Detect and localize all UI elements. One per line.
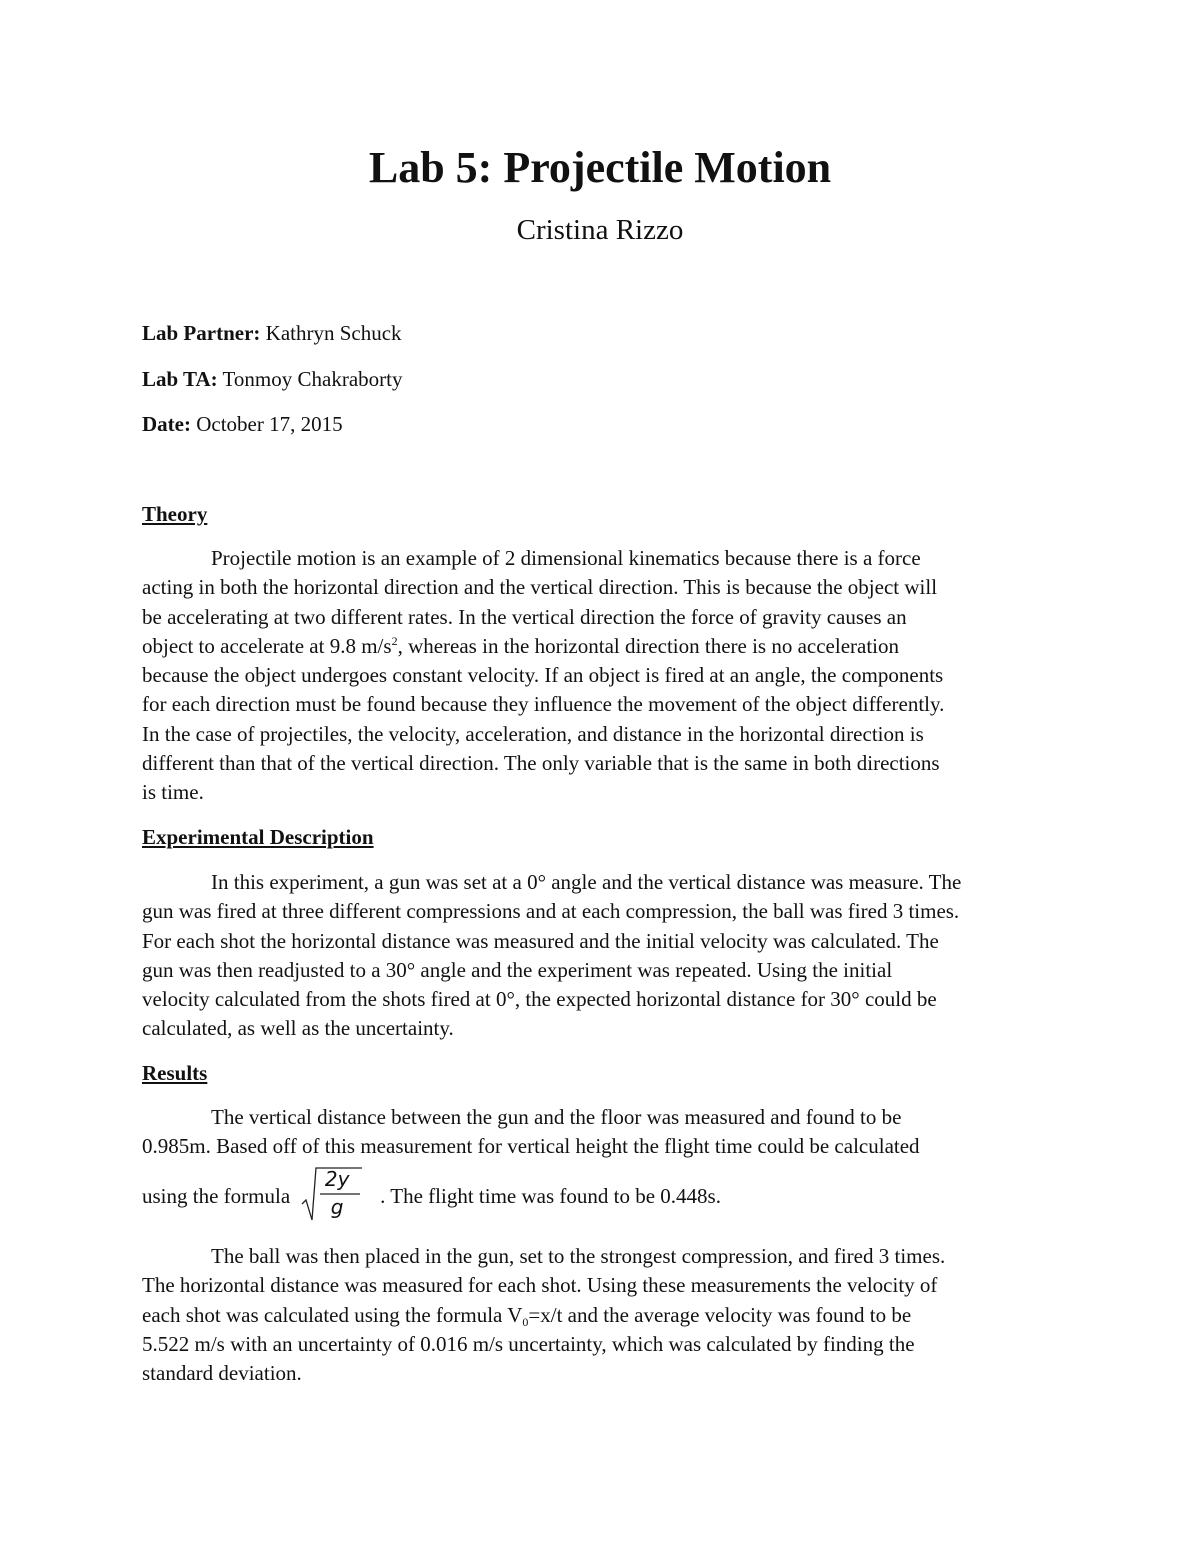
date-label: Date: xyxy=(142,412,191,436)
text-line: acting in both the horizontal direction and the vertical direction. This is because the object will xyxy=(142,575,938,600)
text-line: For each shot the horizontal distance was measured and the initial velocity was calculated. The xyxy=(142,928,939,953)
text-line: velocity calculated from the shots fired at 0°, the expected horizontal distance for 30° could be xyxy=(142,987,937,1012)
date-line xyxy=(142,409,343,439)
formula-denominator: g xyxy=(330,1194,344,1219)
text-line: calculated, as well as the uncertainty. xyxy=(142,1016,454,1041)
text-line: standard deviation. xyxy=(142,1361,302,1386)
text-line: The vertical distance between the gun and the floor was measured and found to be xyxy=(211,1105,902,1129)
text-line: In this experiment, a gun was set at a 0° angle and the vertical distance was measure. The xyxy=(211,870,962,894)
date-value: October 17, 2015 xyxy=(196,412,343,436)
text-line: 5.522 m/s with an uncertainty of 0.016 m/s uncertainty, which was calculated by finding the xyxy=(142,1331,915,1356)
text-line: different than that of the vertical direction. The only variable that is the same in both directions xyxy=(142,751,940,776)
lab-partner-label: Lab Partner: xyxy=(142,321,261,345)
results-heading: Results xyxy=(142,1061,208,1085)
lab-ta-label: Lab TA: xyxy=(142,367,218,391)
author-name: Cristina Rizzo xyxy=(516,214,684,246)
theory-paragraph xyxy=(142,544,1062,808)
flight-time-formula xyxy=(300,1166,370,1222)
results-paragraph-1 xyxy=(142,1103,1062,1226)
text-line: Projectile motion is an example of 2 dimensional kinematics because there is a force xyxy=(211,546,921,570)
text-line: gun was fired at three different compressions and at each compression, the ball was fired 3 times. xyxy=(142,899,960,924)
text-line: The horizontal distance was measured for each shot. Using these measurements the velocity of xyxy=(142,1273,938,1298)
text-line: for each direction must be found because they influence the movement of the object differently. xyxy=(142,692,945,717)
document-title: Lab 5: Projectile Motion xyxy=(368,143,832,192)
lab-partner-value: Kathryn Schuck xyxy=(265,321,402,345)
experimental-paragraph xyxy=(142,868,1062,1044)
text-line: is time. xyxy=(142,780,204,805)
text-line: using the formula 2y g . The flight time was found to be 0.448s. xyxy=(142,1170,1062,1226)
text-line: because the object undergoes constant velocity. If an object is fired at an angle, the components xyxy=(142,663,944,688)
text-line: In the case of projectiles, the velocity, acceleration, and distance in the horizontal direction is xyxy=(142,721,924,746)
lab-ta-value: Tonmoy Chakraborty xyxy=(222,367,403,391)
lab-partner-line xyxy=(142,318,402,348)
text-line: be accelerating at two different rates. In the vertical direction the force of gravity causes an xyxy=(142,604,907,629)
results-paragraph-2 xyxy=(142,1242,1062,1388)
text-line: 0.985m. Based off of this measurement for vertical height the flight time could be calculated xyxy=(142,1134,920,1159)
theory-heading: Theory xyxy=(142,502,208,526)
lab-ta-line xyxy=(142,364,402,394)
text-line: object to accelerate at 9.8 $m/s^2$, whereas in the horizontal direction there is no acceleration xyxy=(142,633,900,658)
text-line: gun was then readjusted to a 30° angle and the experiment was repeated. Using the initial xyxy=(142,957,893,982)
text-line: The ball was then placed in the gun, set to the strongest compression, and fired 3 times. xyxy=(211,1244,946,1268)
text-line: each shot was calculated using the formula $V_0=x/t$ and the average velocity was found to be xyxy=(142,1302,912,1329)
formula-numerator: 2y xyxy=(324,1166,350,1191)
experimental-heading: Experimental Description xyxy=(142,825,374,849)
